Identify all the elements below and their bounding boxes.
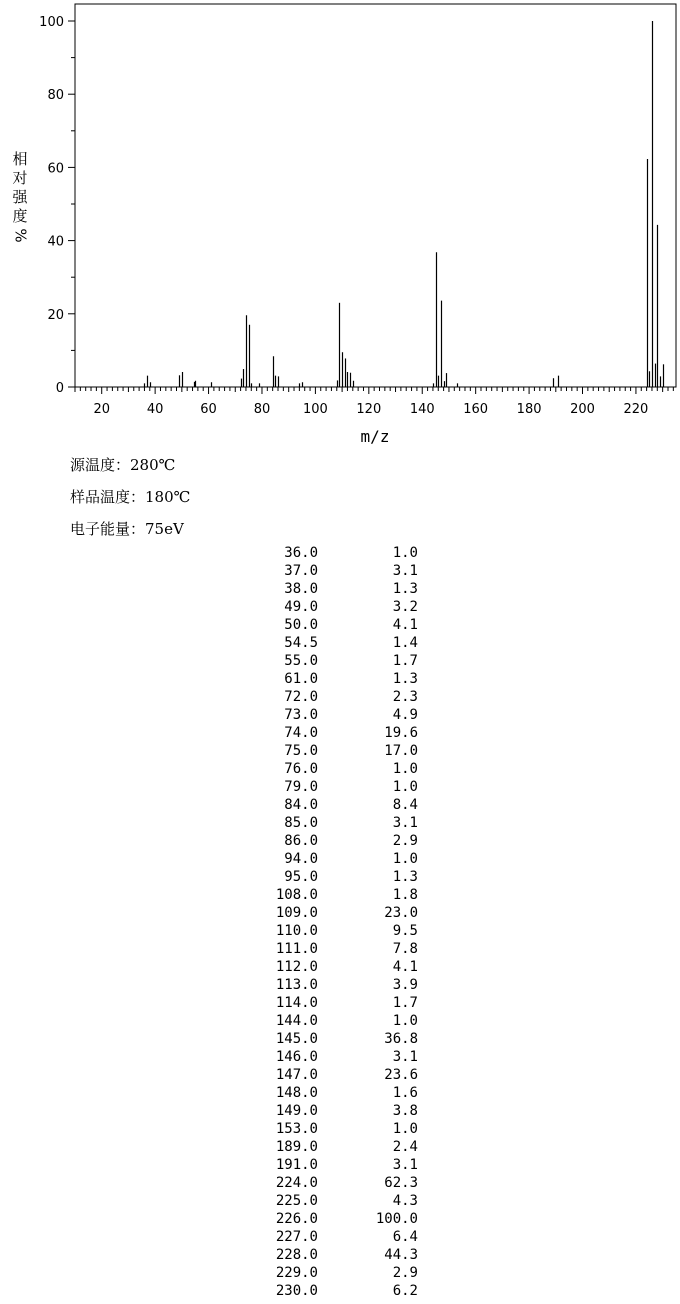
- peak-mz: 229.0: [275, 1265, 318, 1281]
- peak-intensity: 2.9: [392, 833, 418, 849]
- peak-table-row: [0, 689, 680, 707]
- peak-intensity: 17.0: [384, 743, 418, 759]
- peak-mz: 224.0: [275, 1175, 318, 1191]
- x-tick-label: 160: [463, 402, 489, 417]
- peak-table-row: [0, 1283, 680, 1301]
- peak-table-row: [0, 581, 680, 599]
- y-tick-label: 40: [47, 234, 64, 250]
- x-tick-label: 20: [93, 402, 110, 417]
- x-tick-label: 140: [409, 402, 435, 417]
- peak-mz: 149.0: [275, 1103, 318, 1119]
- y-tick-label: 0: [55, 381, 64, 396]
- peak-intensity: 2.9: [392, 1265, 418, 1281]
- peak-intensity: 9.5: [392, 923, 418, 939]
- peak-mz: 94.0: [284, 851, 318, 867]
- peak-table-row: [0, 995, 680, 1013]
- peak-mz: 108.0: [275, 887, 318, 903]
- peak-table-row: [0, 887, 680, 905]
- x-tick-label: 200: [570, 402, 595, 417]
- peak-mz: 37.0: [284, 563, 318, 579]
- peak-intensity: 1.0: [392, 1013, 418, 1029]
- peak-intensity: 4.9: [392, 707, 418, 723]
- peak-intensity: 8.4: [392, 797, 418, 813]
- peak-mz: 144.0: [275, 1013, 318, 1029]
- peak-mz: 228.0: [275, 1247, 318, 1263]
- peak-intensity: 100.0: [375, 1211, 418, 1227]
- x-tick-label: 180: [516, 402, 542, 417]
- peak-intensity: 23.6: [384, 1067, 418, 1083]
- peak-mz: 95.0: [284, 869, 318, 885]
- peak-intensity: 3.1: [392, 1157, 418, 1173]
- peak-intensity: 4.3: [392, 1193, 418, 1209]
- peak-table-row: [0, 1085, 680, 1103]
- peak-intensity: 1.0: [392, 1121, 418, 1137]
- mass-spectrum-chart: [0, 0, 680, 450]
- x-axis-title: m/z: [360, 427, 390, 446]
- peak-table-row: [0, 779, 680, 797]
- peak-mz: 111.0: [275, 941, 318, 957]
- peak-intensity: 36.8: [384, 1031, 418, 1047]
- peak-intensity: 4.1: [392, 617, 418, 633]
- x-tick-label: 40: [146, 402, 164, 417]
- peak-intensity: 1.3: [392, 869, 418, 885]
- peak-table-row: [0, 941, 680, 959]
- y-axis-unit: %: [11, 228, 30, 243]
- y-axis-title-text: [10, 150, 30, 226]
- peak-intensity: 1.7: [392, 995, 418, 1011]
- plot-frame: [75, 4, 676, 387]
- peak-table-row: [0, 1139, 680, 1157]
- y-axis-title-char: 度: [12, 207, 28, 225]
- source-temperature: 源温度：280℃: [70, 456, 176, 474]
- peak-intensity: 4.1: [392, 959, 418, 975]
- peak-intensity: 2.3: [392, 689, 418, 705]
- peak-table-row: [0, 617, 680, 635]
- peak-table-row: [0, 1031, 680, 1049]
- peak-intensity: 1.8: [392, 887, 418, 903]
- x-tick-label: 60: [200, 402, 217, 417]
- peak-table-row: [0, 851, 680, 869]
- peak-intensity: 1.0: [392, 851, 418, 867]
- peak-intensity: 6.4: [392, 1229, 418, 1245]
- peak-intensity: 1.3: [392, 671, 418, 687]
- peak-mz: 50.0: [284, 617, 318, 633]
- peak-mz: 75.0: [284, 743, 318, 759]
- peak-intensity: 6.2: [392, 1283, 418, 1299]
- peak-mz: 85.0: [284, 815, 318, 831]
- peak-intensity: 1.0: [392, 545, 418, 561]
- peak-table-row: [0, 563, 680, 581]
- peak-intensity: 62.3: [384, 1175, 418, 1191]
- peak-mz: 49.0: [284, 599, 318, 615]
- x-axis-ticks: [75, 387, 673, 417]
- y-axis-ticks: [39, 15, 75, 396]
- peak-intensity: 3.9: [392, 977, 418, 993]
- peak-intensity: 3.2: [392, 599, 418, 615]
- peak-table-row: [0, 977, 680, 995]
- peak-intensity: 1.0: [392, 779, 418, 795]
- peak-intensity: 1.6: [392, 1085, 418, 1101]
- peak-mz: 227.0: [275, 1229, 318, 1245]
- peak-intensity: 1.4: [392, 635, 418, 651]
- peak-mz: 191.0: [275, 1157, 318, 1173]
- peak-mz: 84.0: [284, 797, 318, 813]
- x-tick-label: 220: [623, 402, 649, 417]
- peak-intensity: 1.0: [392, 761, 418, 777]
- peak-mz: 36.0: [284, 545, 318, 561]
- peak-mz: 110.0: [275, 923, 318, 939]
- peak-table-row: [0, 1193, 680, 1211]
- peak-table-row: [0, 905, 680, 923]
- peak-table-row: [0, 1265, 680, 1283]
- peak-mz: 114.0: [275, 995, 318, 1011]
- peak-mz: 145.0: [275, 1031, 318, 1047]
- peak-mz: 38.0: [284, 581, 318, 597]
- peak-table-row: [0, 707, 680, 725]
- peak-mz: 148.0: [275, 1085, 318, 1101]
- peak-table-row: [0, 725, 680, 743]
- peak-table-row: [0, 1211, 680, 1229]
- peak-mz: 79.0: [284, 779, 318, 795]
- peak-table-row: [0, 1121, 680, 1139]
- peak-mz: 76.0: [284, 761, 318, 777]
- peak-intensity: 1.3: [392, 581, 418, 597]
- peak-intensity: 19.6: [384, 725, 418, 741]
- peak-table-row: [0, 815, 680, 833]
- y-tick-label: 100: [39, 15, 64, 30]
- peak-mz: 189.0: [275, 1139, 318, 1155]
- peak-intensity: 44.3: [384, 1247, 418, 1263]
- peak-table-row: [0, 1067, 680, 1085]
- peak-mz: 61.0: [284, 671, 318, 687]
- peak-intensity: 23.0: [384, 905, 418, 921]
- peak-mz: 72.0: [284, 689, 318, 705]
- y-tick-label: 60: [47, 161, 64, 177]
- spectrum-peaks: [145, 21, 664, 387]
- peak-table-row: [0, 545, 680, 563]
- peak-table-row: [0, 599, 680, 617]
- peak-table-row: [0, 1157, 680, 1175]
- peak-table-row: [0, 833, 680, 851]
- x-tick-label: 100: [302, 402, 328, 417]
- peak-table-row: [0, 1175, 680, 1193]
- peak-table-row: [0, 959, 680, 977]
- peak-table-row: [0, 1229, 680, 1247]
- x-tick-label: 120: [356, 402, 382, 417]
- peak-mz: 54.5: [284, 635, 318, 651]
- peak-mz: 153.0: [275, 1121, 318, 1137]
- y-axis-title-char: 强: [12, 188, 28, 206]
- peak-table-row: [0, 635, 680, 653]
- y-axis-title: [10, 150, 30, 245]
- peak-mz: 86.0: [284, 833, 318, 849]
- electron-energy: 电子能量：75eV: [70, 520, 184, 538]
- peak-mz: 230.0: [275, 1283, 318, 1299]
- peak-intensity: 3.1: [392, 1049, 418, 1065]
- peak-table-row: [0, 923, 680, 941]
- peak-mz: 225.0: [275, 1193, 318, 1209]
- y-axis-title-char: 对: [12, 169, 28, 187]
- peak-table-row: [0, 653, 680, 671]
- peak-table-row: [0, 671, 680, 689]
- peak-table-row: [0, 743, 680, 761]
- peak-mz: 74.0: [284, 725, 318, 741]
- y-axis-title-char: 相: [12, 150, 28, 168]
- peak-table-row: [0, 1049, 680, 1067]
- peak-table-row: [0, 797, 680, 815]
- peak-intensity: 2.4: [392, 1139, 418, 1155]
- peak-mz: 109.0: [275, 905, 318, 921]
- peak-table-row: [0, 1013, 680, 1031]
- y-tick-label: 80: [47, 88, 64, 104]
- x-tick-label: 80: [253, 402, 271, 417]
- peak-table-row: [0, 1103, 680, 1121]
- peak-mz: 146.0: [275, 1049, 318, 1065]
- peak-table-row: [0, 1247, 680, 1265]
- peak-intensity: 7.8: [392, 941, 418, 957]
- peak-mz: 113.0: [275, 977, 318, 993]
- peak-mz: 73.0: [284, 707, 318, 723]
- peak-mz: 147.0: [275, 1067, 318, 1083]
- peak-mz: 55.0: [284, 653, 318, 669]
- peak-intensity: 3.8: [392, 1103, 418, 1119]
- y-tick-label: 20: [47, 307, 64, 323]
- peak-intensity: 3.1: [392, 563, 418, 579]
- peak-mz: 112.0: [275, 959, 318, 975]
- peak-intensity: 3.1: [392, 815, 418, 831]
- sample-temperature: 样品温度：180℃: [70, 488, 191, 506]
- peak-table-row: [0, 869, 680, 887]
- peak-table-row: [0, 761, 680, 779]
- peak-mz: 226.0: [275, 1211, 318, 1227]
- peak-intensity: 1.7: [392, 653, 418, 669]
